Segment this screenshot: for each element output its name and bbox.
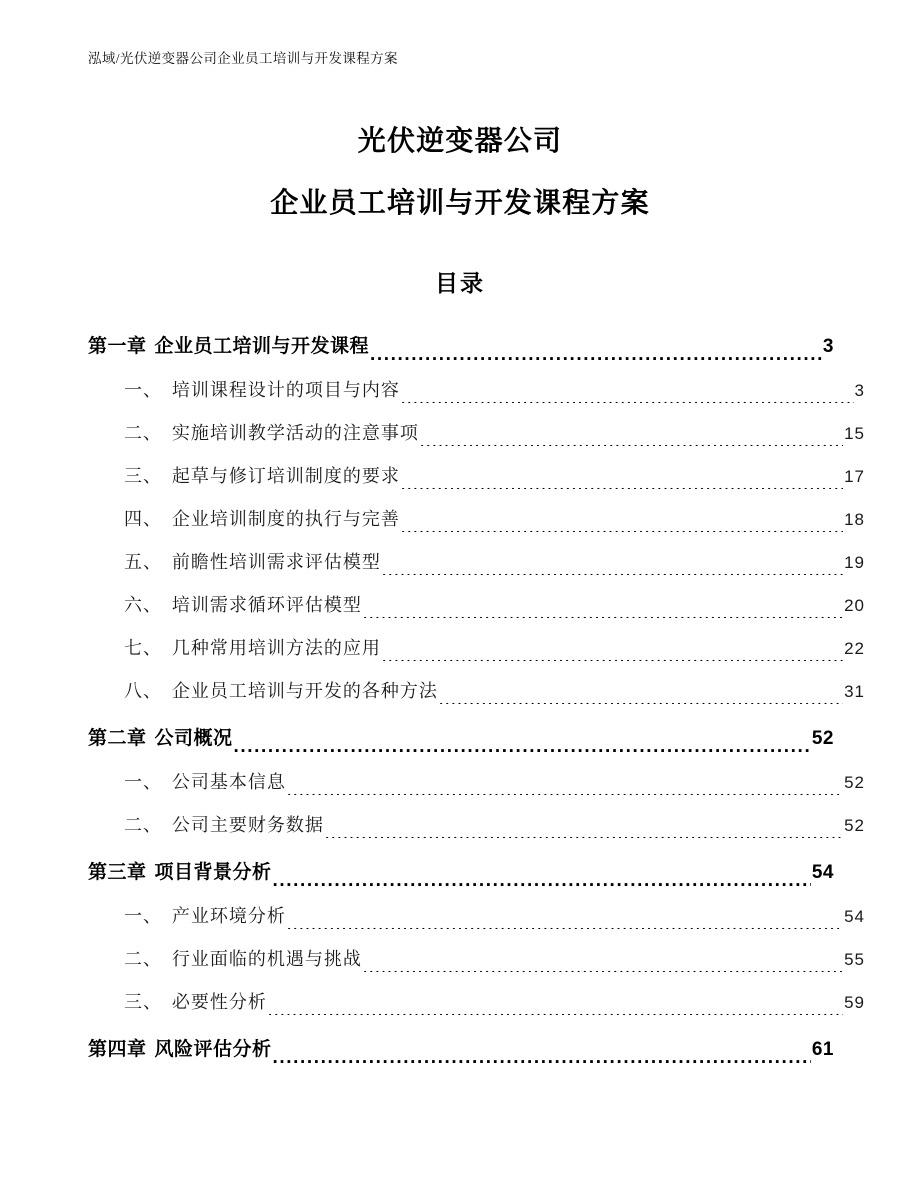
- toc-section-entry[interactable]: [88, 507, 870, 532]
- toc-section-number: 二、: [124, 815, 162, 835]
- toc-entry-label: 几种常用培训方法的应用: [171, 638, 381, 658]
- toc-section-entry[interactable]: [88, 947, 870, 972]
- toc-dot-leader: [420, 436, 843, 446]
- page-title-line-1: 光伏逆变器公司: [357, 125, 563, 156]
- cover-title-block: [0, 124, 920, 220]
- toc-chapter-id: 第三章: [88, 862, 147, 883]
- toc-section-number: 七、: [124, 638, 162, 658]
- toc-page-number: 20: [844, 596, 865, 615]
- toc-section-number: 五、: [124, 552, 162, 572]
- toc-section-entry[interactable]: [88, 904, 870, 929]
- toc-page-number: 19: [844, 553, 865, 572]
- toc-chapter-entry[interactable]: [88, 726, 834, 752]
- toc-chapter-id: 第四章: [88, 1039, 147, 1060]
- toc-section-entry[interactable]: [88, 636, 870, 661]
- toc-section-entry[interactable]: [88, 679, 870, 704]
- toc-page-number: 17: [844, 467, 865, 486]
- toc-section-number: 三、: [124, 992, 162, 1012]
- toc-chapter-entry[interactable]: [88, 860, 834, 886]
- toc-page-number: 52: [811, 728, 834, 749]
- running-header: 泓域/光伏逆变器公司企业员工培训与开发课程方案: [88, 51, 398, 66]
- toc-entry-label: 公司概况: [154, 728, 233, 749]
- toc-entry-label: 企业员工培训与开发课程: [154, 336, 369, 357]
- toc-entry-label: 公司主要财务数据: [171, 815, 324, 835]
- toc-dot-leader: [370, 350, 822, 360]
- toc-chapter-id: 第一章: [88, 336, 147, 357]
- toc-page-number: 18: [844, 510, 865, 529]
- toc-section-number: 一、: [124, 906, 162, 926]
- toc-entry-label: 必要性分析: [171, 992, 267, 1012]
- toc-dot-leader: [234, 742, 811, 752]
- toc-page-number: 3: [854, 381, 865, 400]
- toc-dot-leader: [273, 1053, 811, 1063]
- toc-chapter-id: 第二章: [88, 728, 147, 749]
- toc-section-entry[interactable]: [88, 378, 870, 403]
- toc-section-number: 一、: [124, 380, 162, 400]
- toc-page-number: 52: [844, 773, 865, 792]
- toc-section-entry[interactable]: [88, 593, 870, 618]
- toc-entry-label: 培训需求循环评估模型: [171, 595, 362, 615]
- toc-page-number: 59: [844, 993, 865, 1012]
- toc-section-number: 一、: [124, 772, 162, 792]
- toc-dot-leader: [268, 1005, 843, 1015]
- toc-entry-label: 实施培训教学活动的注意事项: [171, 423, 419, 443]
- toc-dot-leader: [273, 876, 811, 886]
- page-title-line-2: 企业员工培训与开发课程方案: [270, 187, 650, 218]
- toc-section-number: 四、: [124, 509, 162, 529]
- toc-dot-leader: [401, 393, 854, 403]
- toc-section-number: 二、: [124, 423, 162, 443]
- toc-section-entry[interactable]: [88, 770, 870, 795]
- toc-entry-label: 项目背景分析: [154, 862, 272, 883]
- toc-entry-label: 起草与修订培训制度的要求: [171, 466, 400, 486]
- toc-page-number: 15: [844, 424, 865, 443]
- toc-section-number: 六、: [124, 595, 162, 615]
- toc-page-number: 31: [844, 682, 865, 701]
- toc-dot-leader: [382, 651, 843, 661]
- toc-page-number: 54: [844, 907, 865, 926]
- toc-heading: 目录: [435, 270, 485, 296]
- toc-entry-label: 行业面临的机遇与挑战: [171, 949, 362, 969]
- toc-page-number: 61: [811, 1039, 834, 1060]
- toc-page-number: 3: [822, 336, 834, 357]
- toc-section-entry[interactable]: [88, 813, 870, 838]
- toc-dot-leader: [363, 962, 843, 972]
- toc-entry-label: 培训课程设计的项目与内容: [171, 380, 400, 400]
- toc-section-number: 二、: [124, 949, 162, 969]
- toc-section-entry[interactable]: [88, 990, 870, 1015]
- toc-dot-leader: [287, 785, 843, 795]
- toc-chapter-entry[interactable]: [88, 1037, 834, 1063]
- toc-dot-leader: [325, 828, 843, 838]
- toc-entry-label: 企业员工培训与开发的各种方法: [171, 681, 438, 701]
- toc-section-number: 三、: [124, 466, 162, 486]
- toc-chapter-entry[interactable]: [88, 334, 834, 360]
- toc-dot-leader: [401, 522, 843, 532]
- toc-entry-label: 风险评估分析: [154, 1039, 272, 1060]
- toc-entry-label: 公司基本信息: [171, 772, 286, 792]
- toc-page-number: 52: [844, 816, 865, 835]
- toc-dot-leader: [363, 608, 843, 618]
- toc-page-number: 22: [844, 639, 865, 658]
- toc-entry-label: 产业环境分析: [171, 906, 286, 926]
- toc-dot-leader: [382, 565, 843, 575]
- toc-page-number: 55: [844, 950, 865, 969]
- toc-dot-leader: [401, 479, 843, 489]
- toc-entry-label: 企业培训制度的执行与完善: [171, 509, 400, 529]
- toc-section-entry[interactable]: [88, 550, 870, 575]
- table-of-contents: [88, 334, 865, 1063]
- toc-page-number: 54: [811, 862, 834, 883]
- toc-section-number: 八、: [124, 681, 162, 701]
- toc-dot-leader: [287, 919, 843, 929]
- toc-section-entry[interactable]: [88, 421, 870, 446]
- toc-dot-leader: [439, 694, 843, 704]
- toc-section-entry[interactable]: [88, 464, 870, 489]
- toc-entry-label: 前瞻性培训需求评估模型: [171, 552, 381, 572]
